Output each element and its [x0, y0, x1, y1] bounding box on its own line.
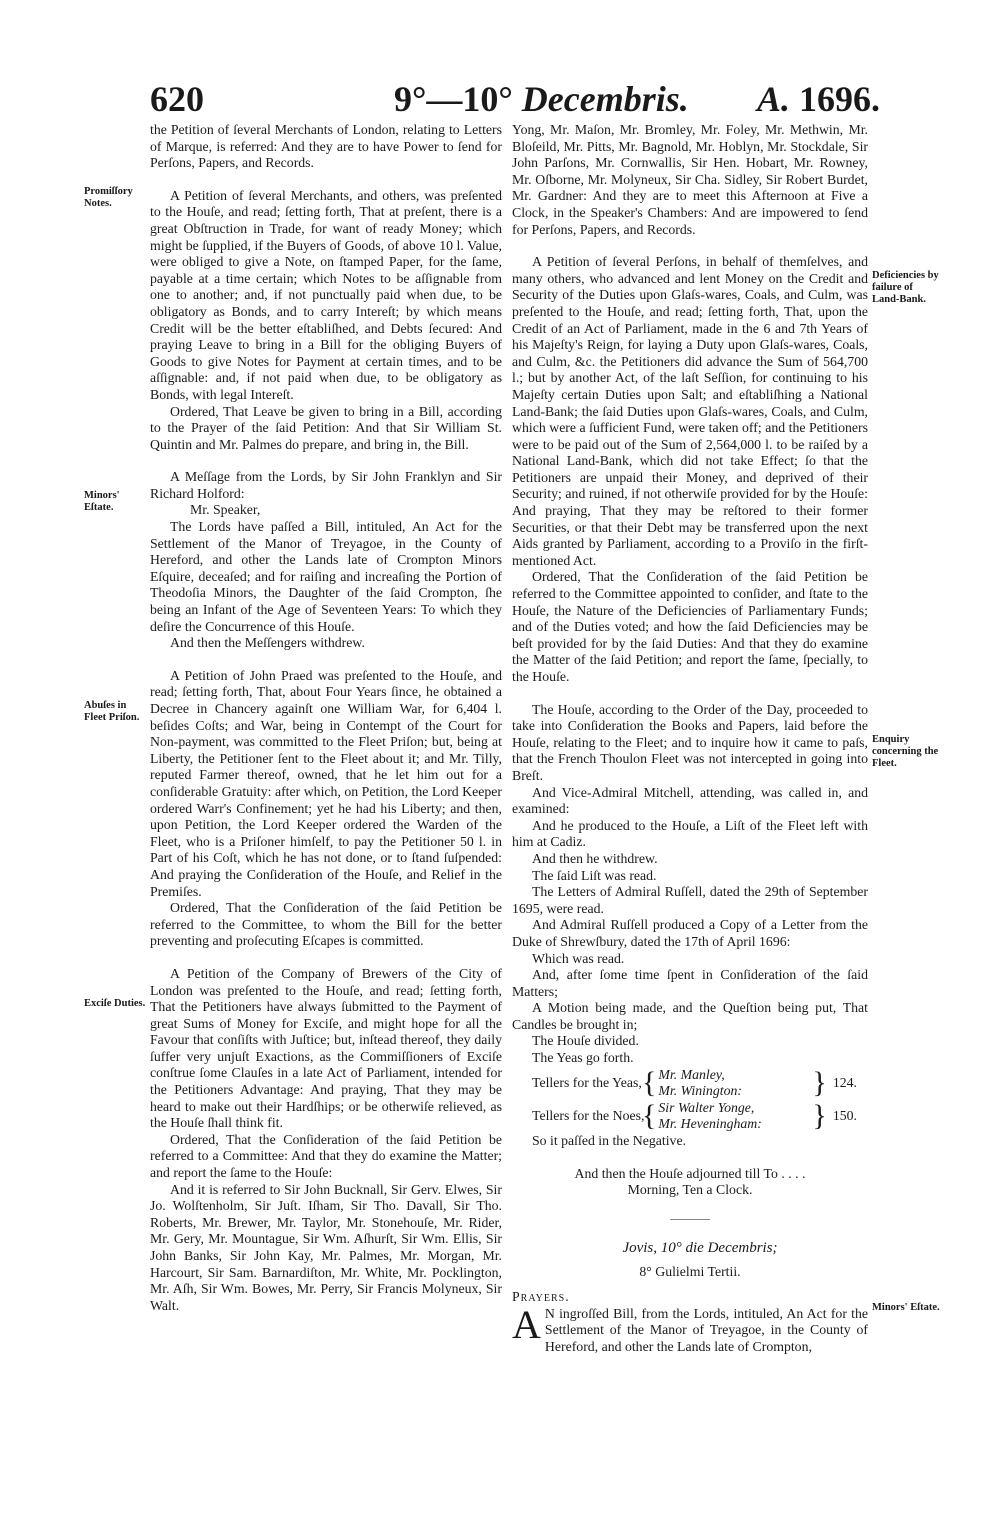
day-heading: Jovis, 10° die Decembris;	[622, 1239, 778, 1256]
paragraph: And Vice-Admiral Mitchell, attending, was called in, and examined:	[512, 784, 868, 817]
paragraph: the Petition of ſeveral Merchants of London, relating to Letters of Marque, is referred: And they are to have Power to ſend for Perſons, Papers, and Records.	[150, 122, 502, 171]
margin-note-promissory: Promiſſory Notes.	[84, 186, 133, 209]
margin-note-minors-2: Minors' Eſtate.	[872, 1302, 940, 1313]
teller-name: Mr. Winington:	[658, 1083, 742, 1099]
tellers-yeas: Tellers for the Yeas, { Mr. Manley, Mr. Winington: } 124.	[512, 1067, 868, 1100]
paragraph-text: N ingroſſed Bill, from the Lords, intituled, An Act for the Settlement of the Manor of Treyagoe, in the County of Hereford, and other the Lands late of Crompton,	[544, 1305, 868, 1354]
paragraph: Ordered, That the Conſideration of the ſaid Petition be referred to the Committee, to whom the Bill for the better preventing and proſecuting Eſcapes is committed.	[150, 900, 502, 949]
regnal-year: 8° Gulielmi Tertii.	[639, 1264, 741, 1280]
paragraph: A Petition of the Company of Brewers of the City of London was preſented to the Houſe, and read; ſetting forth, That the Petitioners have always ſubmitted to the Payment of great Sums of Money for Exciſe, and might hope for all the Favour that conſiſts with Juſtice; but, inſtead thereof, they daily ſuffer very unjuſt Exactions, as the Commiſſioners of Exciſe conſtrue ſome Clauſes in a late Act of Parliament, intended for the Petitioners Advantage: And praying, That they may be heard to make out their Hardſhips; or be otherwiſe relieved, as the Houſe ſhall think fit.	[150, 965, 502, 1131]
paragraph: A Motion being made, and the Queſtion being put, That Candles be brought in;	[512, 1000, 868, 1032]
paragraph: The Letters of Admiral Ruſſell, dated the 29th of September 1695, were read.	[512, 884, 868, 916]
tellers-yeas-count: 124.	[832, 1074, 857, 1090]
paragraph: The Houſe, according to the Order of the Day, proceeded to take into Conſideration the Books and Papers, laid before the Houſe, relating to the Fleet; and to inquire how it came to paſs, that the French Thoulon Fleet was not intercepted in going into Breſt.	[512, 701, 868, 783]
paragraph: And Admiral Ruſſell produced a Copy of a Letter from the Duke of Shrewſbury, dated the 17th of April 1696:	[512, 917, 868, 949]
year-number: 1696.	[799, 79, 880, 119]
teller-name: Sir Walter Yonge,	[658, 1099, 755, 1115]
page-number: 620	[150, 79, 204, 119]
adjournment-line: Morning, Ten a Clock.	[627, 1182, 753, 1198]
paragraph: And then the Meſſengers withdrew.	[170, 635, 365, 651]
adjournment-line: And then the Houſe adjourned till To . . . .	[574, 1165, 806, 1181]
paragraph: And it is referred to Sir John Bucknall, Sir Gerv. Elwes, Sir Jo. Wolſtenholm, Sir Juſt. Iſham, Sir Tho. Davall, Sir Tho. Roberts, Mr. Brewer, Mr. Taylor, Mr. Stonehouſe, Mr. Rider, Mr. Gery, Mr. Mountague, Sir Wm. Aſhurſt, Sir Wm. Ellis, Sir John Banks, Sir John Kay, Mr. Palmes, Mr. Morgan, Mr. Harcourt, Sir Sam. Barnardiſton, Mr. White, Mr. Pocklington, Mr. Aſh, Sir Wm. Bowes, Mr. Perry, Sir Francis Molyneux, Sir Walt.	[150, 1181, 502, 1313]
tellers-noes-label: Tellers for the Noes,	[532, 1108, 645, 1124]
paragraph: Which was read.	[532, 950, 625, 966]
paragraph: The Houſe divided.	[532, 1033, 639, 1049]
paragraph: Ordered, That the Conſideration of the ſaid Petition be referred to the Committee appointed to conſider, and ſtate to the Houſe, the Nature of the Deficiencies of Parliamentary Funds; and of the Duties voted; and how the ſaid Deficiencies may be beſt provided for by the ſaid Duties: And that they do examine the Matter of the ſaid Petition; and report the ſame, ſpecially, to the Houſe.	[512, 569, 868, 684]
margin-note-minors: Minors' Eſtate.	[84, 490, 120, 513]
prayers-heading: Prayers.	[512, 1289, 570, 1304]
right-column	[512, 122, 868, 1355]
paragraph: So it paſſed in the Negative.	[532, 1133, 687, 1149]
page-year	[757, 78, 880, 120]
year-letter: A.	[756, 79, 790, 119]
paragraph: Ordered, That Leave be given to bring in a Bill, according to the Prayer of the ſaid Petition: And that Sir William St. Quintin and Mr. Palmes do prepare, and bring in, the Bill.	[150, 403, 502, 452]
paragraph: A Petition of ſeveral Merchants, and others, was preſented to the Houſe, and read; ſetting forth, That at preſent, there is a great Obſtruction in Trade, for want of ready Money; which might be ſupplied, if the Buyers of Goods, of above 10 l. Value, were obliged to give a Note, on ſtamped Paper, for the ſame, payable at a time certain; which Notes to be aſſignable from one to another; and, if not punctually paid when due, to be obligatory as Bonds, and to carry Intereſt; by which means Credit will be the better eſtabliſhed, and Debts ſecured: And praying Leave to bring in a Bill for the obliging Buyers of Goods to give Notes for Payment at certain times, and to be aſſignable: and, if not paid when due, to be obligatory as Bonds, with legal Intereſt.	[150, 187, 502, 402]
margin-note-deficiencies: Deficiencies by failure of Land-Bank.	[872, 270, 939, 305]
paragraph: Yong, Mr. Maſon, Mr. Bromley, Mr. Foley, Mr. Methwin, Mr. Bloſeild, Mr. Pitts, Mr. Bagnold, Mr. Hoblyn, Mr. Stockdale, Sir John Parſons, Mr. Cornwallis, Sir Hen. Hobart, Mr. Rowney, Mr. Oſborne, Mr. Molyneux, Sir Cha. Sidley, Sir Robert Burdet, Mr. Gardner: And they are to meet this Afternoon at Five a Clock, in the Speaker's Chambers: And are impowered to ſend for Perſons, Papers, and Records.	[512, 122, 868, 237]
margin-note-excise: Exciſe Duties.	[84, 998, 146, 1009]
paragraph: And, after ſome time ſpent in Conſideration of the ſaid Matters;	[512, 967, 868, 999]
margin-note-enquiry: Enquiry concerning the Fleet.	[872, 734, 939, 769]
margin-note-abuses: Abuſes in Fleet Priſon.	[84, 700, 140, 723]
date-word: Decembris.	[521, 79, 689, 119]
paragraph: And then he withdrew.	[532, 850, 658, 866]
teller-name: Mr. Heveningham:	[658, 1116, 762, 1132]
paragraph: The ſaid Liſt was read.	[532, 867, 657, 883]
paragraph: And he produced to the Houſe, a Liſt of the Fleet left with him at Cadiz.	[512, 817, 868, 850]
paragraph: A Meſſage from the Lords, by Sir John Franklyn and Sir Richard Holford:	[150, 469, 502, 501]
paragraph	[512, 1301, 868, 1356]
left-column	[150, 122, 502, 1314]
drop-cap: A	[512, 1301, 541, 1347]
paragraph: Mr. Speaker,	[190, 502, 261, 518]
divider	[670, 1219, 710, 1220]
date-prefix: 9°—10°	[394, 79, 513, 119]
teller-name: Mr. Manley,	[658, 1066, 725, 1082]
tellers-noes: Tellers for the Noes, { Sir Walter Yonge, Mr. Heveningham: } 150.	[512, 1100, 868, 1133]
paragraph: The Lords have paſſed a Bill, intituled, An Act for the Settlement of the Manor of Treyagoe, in the County of Hereford, and other the Lands late of Crompton Minors Eſquire, deceaſed; and for raiſing and increaſing the Portion of Theodoſia Minors, the Daughter of the ſaid Crompton, ſhe being an Infant of the Age of Seventeen Years: To which they deſire the Concurrence of this Houſe.	[150, 519, 502, 634]
tellers-yeas-label: Tellers for the Yeas,	[532, 1074, 642, 1090]
tellers-noes-count: 150.	[832, 1108, 857, 1124]
paragraph: The Yeas go forth.	[532, 1050, 634, 1066]
paragraph: A Petition of John Praed was preſented to the Houſe, and read; ſetting forth, That, about Four Years ſince, he obtained a Decree in Chancery againſt one William War, for 6,404 l. beſides Coſts; and War, being in Contempt of the Court for Non-payment, was committed to the Fleet Priſon; but, being at Liberty, the Petitioner ſent to the Fleet about it; and Mr. Tilly, reputed Farmer thereof, owned, that he let him out for a conſiderable Gratuity: after which, on Petition, the Lord Keeper ordered Warr's Confinement; yet he had his Liberty; and then, upon Petition, the Lord Keeper ordered the Warden of the Fleet, who is a Priſoner himſelf, to pay the Petitioner 50 l. in Part of his Coſt, which he has not done, or to ſtand ſuſpended: And praying the Conſideration of the Houſe, and Relief in the Premiſes.	[150, 667, 502, 899]
paragraph: Ordered, That the Conſideration of the ſaid Petition be referred to a Committee: And that they do examine the Matter; and report the ſame to the Houſe:	[150, 1131, 502, 1181]
page-date-heading	[394, 78, 689, 120]
page-header	[150, 78, 880, 122]
paragraph: A Petition of ſeveral Perſons, in behalf of themſelves, and many others, who advanced and lent Money on the Credit and Security of the Duties upon Glaſs-wares, Coals, and Culm, was preſented to the Houſe, and read; ſetting forth, That, upon the Credit of an Act of Parliament, made in the 6 and 7th Years of his Majeſty's Reign, for laying a Duty upon Glaſs-wares, Coals, and Culm, &c. the Petitioners did advance the Sum of 564,700 l.; but by another Act, of the laſt Seſſion, for continuing to his Majeſty certain Duties upon Salt; and eſtabliſhing a National Land-Bank; the ſaid Duties upon Glaſs-wares, Coals, and Culm, which were a ſufficient Fund, were taken off; and the Petitioners were to be paid out of the Sum of 2,564,000 l. to be raiſed by a National Land-Bank, which did not take Effect; ſo that the Petitioners are unpaid their Money, and deprived of their Security; and ruined, if not otherwiſe provided for by the Houſe: And praying, That they may be reſtored to their former Securities, or that their Debt may be transferred upon the next Aids granted by Parliament, according to a Proviſo in the firſt-mentioned Act.	[512, 254, 868, 568]
